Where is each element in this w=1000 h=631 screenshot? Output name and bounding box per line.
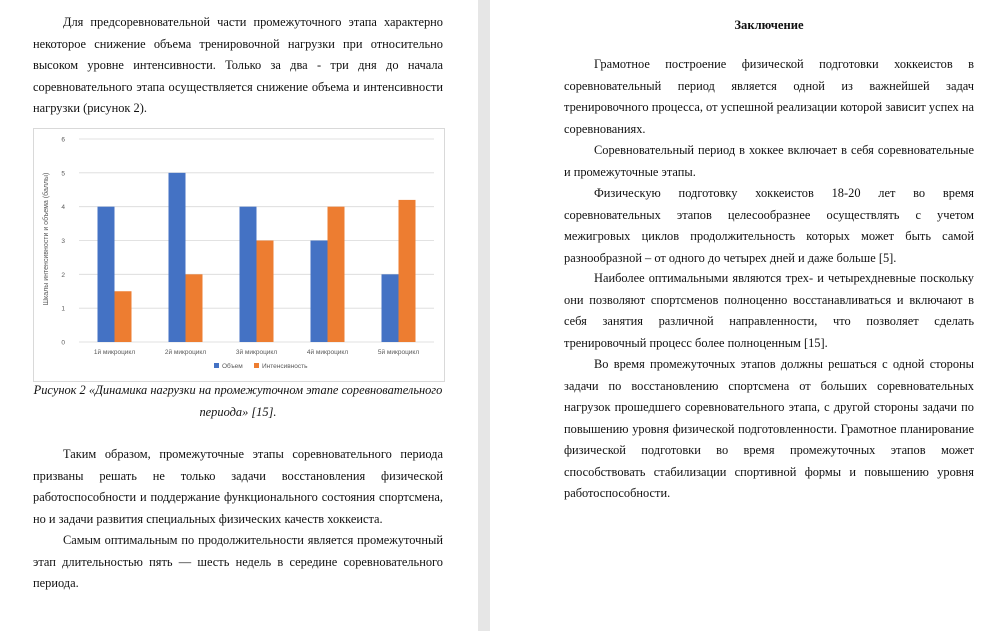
bar-volume-4 xyxy=(311,241,328,343)
bar-volume-5 xyxy=(382,274,399,342)
paragraph-1: Для предсоревновательной части промежуточного этапа характерно некоторое снижение объема тренировочной нагрузки при относительно высоком уровне интенсивности. Только за два - три дня до начала соревновательного этапа осуществляется снижение объема и интенсивности нагрузки (рисунок 2). xyxy=(33,15,443,115)
bar-intensity-2 xyxy=(186,274,203,342)
conclusion-paragraph-4: Наиболее оптимальными являются трех- и четырехдневные поскольку они позволяют спортсменов полноценно восстанавливаться и включают в себя занятия различной направленности, что позволяет сделать тренировочный процесс более полноценным [15]. xyxy=(564,271,974,350)
chart-area xyxy=(33,128,445,382)
conclusion-paragraph-5: Во время промежуточных этапов должны решаться с одной стороны задачи по восстановлению спортсмена от больших соревновательных нагрузок прошедшего соревновательного этапа, с другой стороны задачи по повышению уровня физической подготовленности. Грамотное планирование физической подготовки во время промежуточных этапов может способствовать стабилизации спортивной формы и повышению уровня работоспособности. xyxy=(564,357,974,500)
conclusion-paragraph-1: Грамотное построение физической подготовки хоккеистов в соревновательный период является одной из важнейшей задач тренировочного процесса, от успешной реализации которой зависит успех на соревнованиях. xyxy=(564,57,974,136)
x-tick-label: 5й микроцикл xyxy=(377,349,420,356)
y-tick-label: 2 xyxy=(61,271,65,279)
conclusion-paragraph-3: Физическую подготовку хоккеистов 18-20 лет во время соревновательных этапов целесообразнее осуществлять с учетом межигровых циклов продолжительность которых может быть самой разнообразной – от одного до четырех дней и даже больше [5]. xyxy=(564,186,974,265)
x-tick-label: 2й микроцикл xyxy=(164,349,207,356)
bar-intensity-5 xyxy=(399,200,416,342)
section-heading: Заключение xyxy=(734,18,804,32)
bar-intensity-1 xyxy=(115,291,132,342)
chart-legend xyxy=(214,362,308,370)
y-tick-label: 1 xyxy=(61,305,65,313)
bar-volume-3 xyxy=(240,207,257,342)
bar-volume-2 xyxy=(169,173,186,342)
bar-intensity-3 xyxy=(257,241,274,343)
bar-volume-1 xyxy=(98,207,115,342)
bar-intensity-4 xyxy=(328,207,345,342)
y-tick-label: 6 xyxy=(61,136,65,144)
y-tick-label: 0 xyxy=(61,339,65,347)
right-page xyxy=(490,0,1000,631)
paragraph-3: Самым оптимальным по продолжительности является промежуточный этап длительностью пять — шесть недель в середине соревновательного периода. xyxy=(33,533,443,590)
paragraph-2: Таким образом, промежуточные этапы соревновательного периода призваны решать не только задачи восстановления физической работоспособности и поддержание функционального состояния спортсмена, но и задачи развития специальных физических качеств хоккеиста. xyxy=(33,447,443,526)
bar-chart xyxy=(34,129,444,381)
y-tick-label: 3 xyxy=(61,238,65,245)
x-tick-label: 4й микроцикл xyxy=(306,349,349,356)
legend-swatch-1 xyxy=(214,363,219,368)
y-axis-label: Шкалы интенсивности и объема (баллы) xyxy=(43,172,50,306)
legend-swatch-2 xyxy=(254,363,259,368)
x-tick-label: 3й микроцикл xyxy=(235,349,278,356)
y-tick-label: 5 xyxy=(61,170,65,178)
left-page xyxy=(0,0,478,631)
conclusion-paragraph-2: Соревновательный период в хоккее включает в себя соревновательные и промежуточные этапы. xyxy=(564,143,974,179)
figure-caption: Рисунок 2 «Динамика нагрузки на промежуточном этапе соревновательного периода» [15]. xyxy=(33,383,443,419)
legend-label-2: Интенсивность xyxy=(262,363,308,370)
x-tick-label: 1й микроцикл xyxy=(93,349,136,356)
legend-label-1: Объем xyxy=(222,363,243,370)
y-tick-label: 4 xyxy=(61,204,65,212)
